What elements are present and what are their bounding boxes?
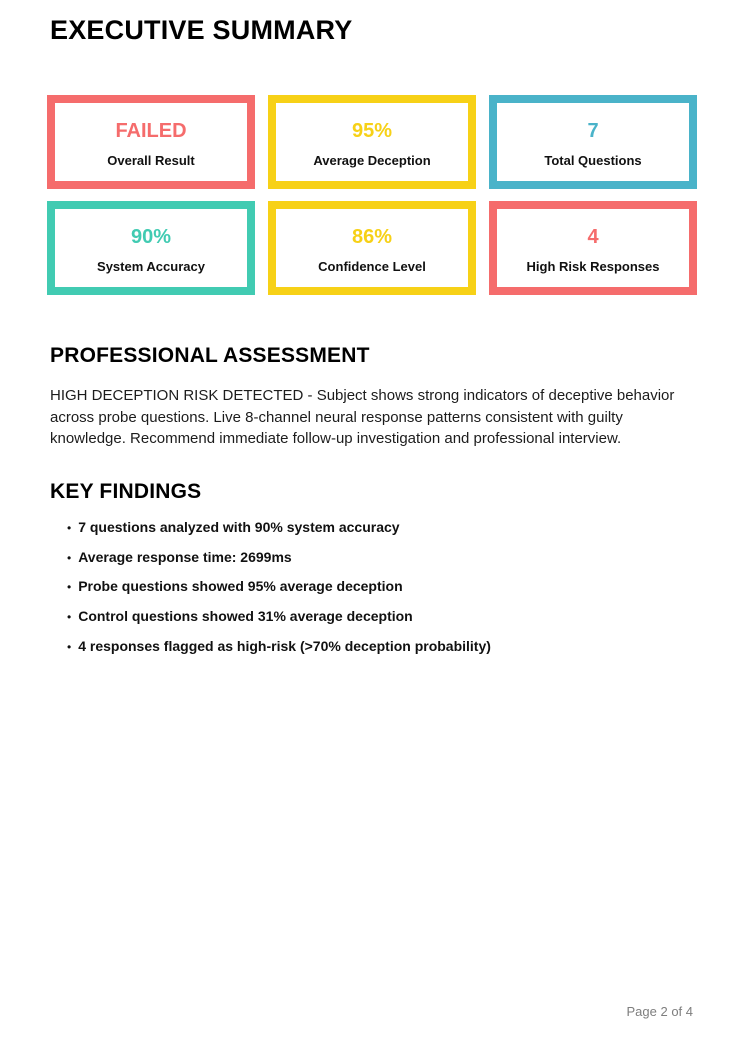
page-title: EXECUTIVE SUMMARY bbox=[50, 15, 353, 45]
card-value: 7 bbox=[587, 119, 599, 142]
stat-card-total-questions bbox=[489, 95, 697, 189]
section-heading-key-findings: KEY FINDINGS bbox=[50, 480, 202, 503]
finding-item: • Probe questions showed 95% average deception bbox=[67, 579, 491, 594]
stat-card-high-risk-responses bbox=[489, 201, 697, 295]
finding-item: • Control questions showed 31% average deception bbox=[67, 609, 491, 624]
finding-item: • 4 responses flagged as high-risk (>70% deception probability) bbox=[67, 639, 491, 654]
card-value: 4 bbox=[587, 225, 599, 248]
finding-item: • 7 questions analyzed with 90% system accuracy bbox=[67, 520, 491, 535]
summary-cards-grid bbox=[47, 95, 697, 295]
card-value: 86% bbox=[351, 225, 393, 248]
card-label: Confidence Level bbox=[318, 258, 426, 274]
card-label: Total Questions bbox=[544, 152, 642, 168]
key-findings-list bbox=[67, 520, 491, 668]
stat-card-confidence-level bbox=[268, 201, 476, 295]
stat-card-system-accuracy bbox=[47, 201, 255, 295]
stat-card-average-deception bbox=[268, 95, 476, 189]
card-label: Overall Result bbox=[107, 152, 195, 168]
card-label: System Accuracy bbox=[97, 258, 205, 274]
card-value: 90% bbox=[130, 225, 172, 248]
card-value: FAILED bbox=[115, 119, 187, 142]
card-label: High Risk Responses bbox=[526, 258, 660, 274]
finding-item: • Average response time: 2699ms bbox=[67, 550, 491, 565]
stat-card-overall-result bbox=[47, 95, 255, 189]
page-number-footer: Page 2 of 4 bbox=[626, 1004, 693, 1019]
card-label: Average Deception bbox=[313, 152, 431, 168]
section-heading-professional-assessment: PROFESSIONAL ASSESSMENT bbox=[50, 344, 370, 367]
assessment-body-text: HIGH DECEPTION RISK DETECTED - Subject shows strong indicators of deceptive behavior across probe questions. Live 8-channel neural response patterns consistent with guilty knowledge. Recommend immediate follow-up investigation and professional interview. bbox=[50, 387, 675, 448]
card-value: 95% bbox=[351, 119, 393, 142]
